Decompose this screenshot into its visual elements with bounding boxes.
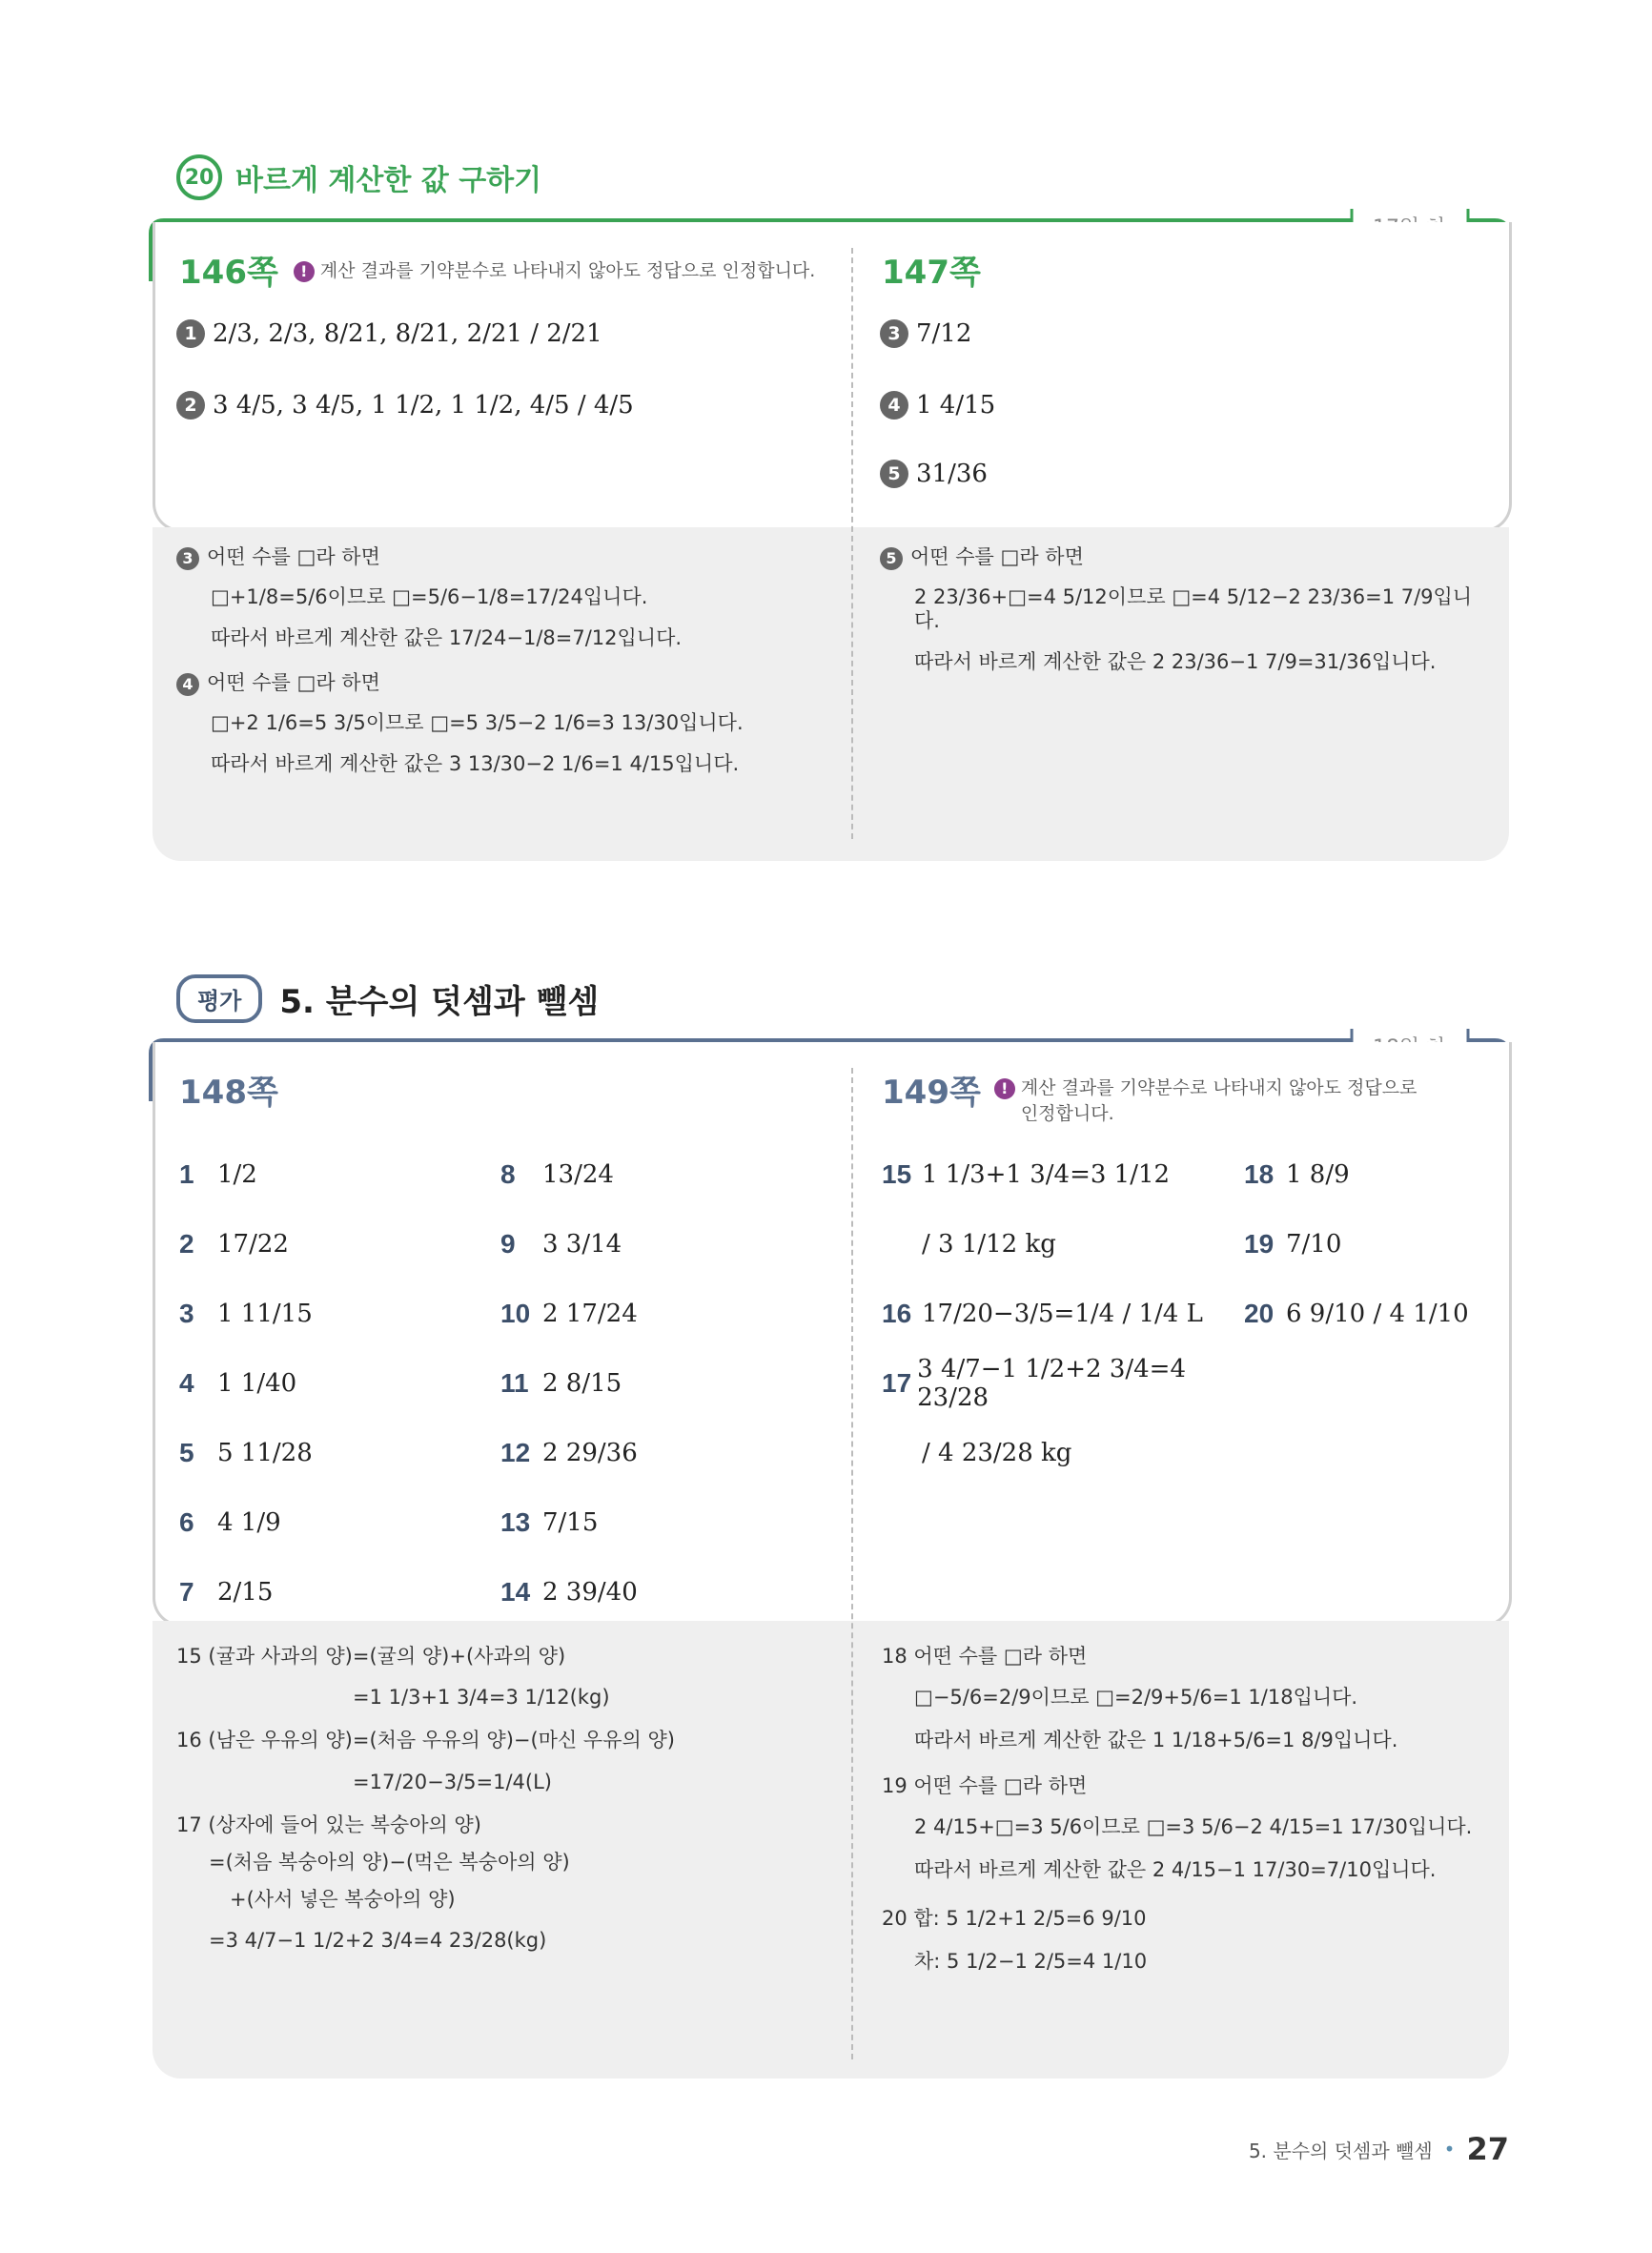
answer-1-text: 2/3, 2/3, 8/21, 8/21, 2/21 / 2/21	[213, 319, 602, 348]
warning-icon: !	[994, 1078, 1015, 1099]
explanation-3-head: 어떤 수를 □라 하면	[207, 545, 380, 568]
explanation-18-head: 18 어떤 수를 □라 하면	[882, 1645, 1088, 1668]
answer-3-text: 7/12	[916, 319, 972, 348]
answer-4-text: 1 4/15	[916, 391, 996, 420]
item-answer: / 3 1/12 kg	[922, 1229, 1056, 1259]
explanation-5-head: 어떤 수를 □라 하면	[910, 545, 1084, 568]
list-item	[882, 1348, 1225, 1418]
item-answer: 2 8/15	[542, 1368, 622, 1398]
item-answer: 1 1/3+1 3/4=3 1/12	[922, 1159, 1171, 1189]
explanation-3-line2: 따라서 바르게 계산한 값은 17/24−1/8=7/12입니다.	[211, 625, 683, 649]
note-line-2: 인정합니다.	[1020, 1103, 1114, 1124]
answer-1	[176, 319, 602, 348]
number-circle-small-5: 5	[880, 547, 903, 570]
item-answer: 1 8/9	[1286, 1159, 1350, 1189]
list-item	[500, 1557, 638, 1627]
item-number: 11	[500, 1367, 529, 1398]
list-item	[500, 1209, 638, 1279]
explanation-19-line2: 따라서 바르게 계산한 값은 2 4/15−1 17/30=7/10입니다.	[914, 1857, 1437, 1881]
explanation-4-head-row	[176, 671, 834, 696]
number-circle-5: 5	[880, 460, 908, 488]
item-answer: / 4 23/28 kg	[922, 1438, 1072, 1467]
item-answer: 2 29/36	[542, 1438, 638, 1467]
explanation-20-sum: 20 합: 5 1/2+1 2/5=6 9/10	[882, 1907, 1147, 1931]
number-circle-1: 1	[176, 319, 205, 348]
list-item	[500, 1139, 638, 1209]
item-answer: 17/22	[217, 1229, 289, 1259]
explanation-17-line2: +(사서 넣은 복숭아의 양)	[230, 1888, 456, 1912]
item-answer: 2 17/24	[542, 1299, 638, 1328]
item-number: 19	[1244, 1228, 1275, 1259]
page-148-header	[179, 1066, 278, 1113]
list-item	[500, 1348, 638, 1418]
item-answer: 1 1/40	[217, 1368, 297, 1398]
list-item	[882, 1139, 1225, 1209]
eval-pill: 평가	[176, 974, 262, 1023]
answer-2	[176, 391, 634, 420]
page-footer	[1249, 2131, 1509, 2167]
explanation-4-head: 어떤 수를 □라 하면	[207, 670, 380, 694]
item-answer: 5 11/28	[217, 1438, 313, 1467]
item-number: 13	[500, 1506, 531, 1537]
list-item	[179, 1418, 313, 1487]
item-number: 18	[1244, 1158, 1275, 1189]
answer-4	[880, 391, 995, 420]
column-divider-eval	[851, 1068, 853, 2059]
page-147-label: 147쪽	[882, 254, 981, 292]
answer-list-mid	[500, 1139, 638, 1627]
item-number: 5	[179, 1437, 194, 1467]
item-number: 9	[500, 1228, 516, 1259]
item-answer: 2/15	[217, 1577, 274, 1607]
page-149-label: 149쪽	[882, 1074, 981, 1112]
answer-2-text: 3 4/5, 3 4/5, 1 1/2, 1 1/2, 4/5 / 4/5	[213, 391, 634, 420]
item-number: 3	[179, 1298, 194, 1328]
list-item	[1244, 1279, 1469, 1348]
footer-page-number: 27	[1466, 2131, 1509, 2167]
list-item-continuation	[882, 1209, 1225, 1279]
page-147-header	[882, 246, 981, 293]
explanation-3	[176, 545, 834, 776]
item-answer: 1/2	[217, 1159, 257, 1189]
page-149-note	[994, 1074, 1417, 1125]
explanation-5-line1: 2 23/36+□=4 5/12이므로 □=4 5/12−2 23/36=1 7/9입니다.	[914, 584, 1473, 632]
list-item	[179, 1557, 313, 1627]
explanation-17-line1: =(처음 복숭아의 양)−(먹은 복숭아의 양)	[209, 1850, 570, 1874]
item-answer: 3 3/14	[542, 1229, 622, 1259]
list-item	[500, 1487, 638, 1557]
answer-list-left	[179, 1139, 313, 1627]
item-answer: 3 4/7−1 1/2+2 3/4=4 23/28	[917, 1354, 1186, 1412]
item-number: 2	[179, 1228, 194, 1259]
item-number: 12	[500, 1437, 531, 1467]
explanation-17-calc: =3 4/7−1 1/2+2 3/4=4 23/28(kg)	[209, 1929, 547, 1953]
number-circle-small-4: 4	[176, 673, 199, 696]
answer-list-right-a	[882, 1139, 1225, 1487]
item-answer: 17/20−3/5=1/4 / 1/4 L	[922, 1299, 1203, 1328]
item-number: 10	[500, 1298, 531, 1328]
page-146-note	[294, 256, 815, 282]
explanation-4-line1: □+2 1/6=5 3/5이므로 □=5 3/5−2 1/6=3 13/30입니다.	[211, 710, 744, 734]
number-circle-small-3: 3	[176, 547, 199, 570]
item-answer: 4 1/9	[217, 1507, 281, 1537]
explanation-5	[880, 545, 1490, 674]
note-line-1: 계산 결과를 기약분수로 나타내지 않아도 정답으로	[1020, 1077, 1417, 1098]
item-number: 15	[882, 1158, 912, 1189]
item-number: 16	[882, 1298, 912, 1328]
item-answer: 7/10	[1286, 1229, 1342, 1259]
list-item	[179, 1139, 313, 1209]
explanation-17-head: 17 (상자에 들어 있는 복숭아의 양)	[176, 1813, 481, 1836]
item-number: 8	[500, 1158, 516, 1189]
explanation-5-line2: 따라서 바르게 계산한 값은 2 23/36−1 7/9=31/36입니다.	[914, 649, 1437, 673]
list-item	[500, 1279, 638, 1348]
number-circle-4: 4	[880, 391, 908, 420]
list-item-continuation	[882, 1418, 1225, 1487]
note-text: 계산 결과를 기약분수로 나타내지 않아도 정답으로 인정합니다.	[319, 260, 816, 281]
answer-5-text: 31/36	[916, 460, 988, 488]
item-answer: 6 9/10 / 4 1/10	[1286, 1299, 1469, 1328]
explanation-18-line2: 따라서 바르게 계산한 값은 1 1/18+5/6=1 8/9입니다.	[914, 1729, 1398, 1752]
list-item	[179, 1348, 313, 1418]
page-148-label: 148쪽	[179, 1074, 278, 1112]
item-answer: 7/15	[542, 1507, 599, 1537]
list-item	[179, 1209, 313, 1279]
page-146-label: 146쪽	[179, 254, 278, 292]
item-answer: 1 11/15	[217, 1299, 313, 1328]
explanation-3-line1: □+1/8=5/6이므로 □=5/6−1/8=17/24입니다.	[211, 584, 648, 608]
eval-title	[176, 974, 599, 1023]
explanation-15-head: 15 (귤과 사과의 양)=(귤의 양)+(사과의 양)	[176, 1645, 566, 1668]
item-number: 7	[179, 1576, 194, 1607]
answer-3	[880, 319, 971, 348]
item-number: 6	[179, 1506, 194, 1537]
footer-bullet: •	[1443, 2138, 1456, 2161]
list-item	[1244, 1139, 1469, 1209]
explanation-4-line2: 따라서 바르게 계산한 값은 3 13/30−2 1/6=1 4/15입니다.	[211, 751, 740, 775]
item-number: 20	[1244, 1298, 1275, 1328]
item-answer: 2 39/40	[542, 1577, 638, 1607]
answer-list-right-b	[1244, 1139, 1469, 1348]
list-item	[179, 1487, 313, 1557]
explanation-16-calc: =17/20−3/5=1/4(L)	[353, 1770, 552, 1793]
item-answer: 13/24	[542, 1159, 614, 1189]
warning-icon: !	[294, 261, 315, 282]
page-149-header	[882, 1066, 1417, 1125]
list-item	[882, 1279, 1225, 1348]
item-number: 17	[882, 1367, 912, 1398]
section-number-badge: 20	[176, 154, 222, 200]
explanation-20-diff: 차: 5 1/2−1 2/5=4 1/10	[914, 1950, 1148, 1974]
list-item	[1244, 1209, 1469, 1279]
list-item	[179, 1279, 313, 1348]
explanation-16-head: 16 (남은 우유의 양)=(처음 우유의 양)−(마신 우유의 양)	[176, 1729, 675, 1752]
list-item	[500, 1418, 638, 1487]
item-number: 1	[179, 1158, 194, 1189]
item-number: 14	[500, 1576, 531, 1607]
eval-explanations-right	[882, 1645, 1492, 1975]
eval-title-text: 5. 분수의 덧셈과 뺄셈	[279, 983, 600, 1021]
explanation-15-calc: =1 1/3+1 3/4=3 1/12(kg)	[353, 1686, 610, 1710]
footer-chapter: 5. 분수의 덧셈과 뺄셈	[1248, 2139, 1433, 2162]
column-divider	[851, 248, 853, 839]
explanation-19-head: 19 어떤 수를 □라 하면	[882, 1773, 1088, 1797]
explanation-19-line1: 2 4/15+□=3 5/6이므로 □=3 5/6−2 4/15=1 17/30입니다.	[914, 1814, 1473, 1838]
answer-5	[880, 460, 988, 488]
number-circle-3: 3	[880, 319, 908, 348]
eval-explanations-left	[176, 1645, 834, 1954]
explanation-18-line1: □−5/6=2/9이므로 □=2/9+5/6=1 1/18입니다.	[914, 1686, 1358, 1710]
page-146-header	[179, 246, 815, 293]
item-number: 4	[179, 1367, 194, 1398]
number-circle-2: 2	[176, 391, 205, 420]
section-title-text: 바르게 계산한 값 구하기	[235, 164, 542, 197]
section-title	[176, 154, 541, 200]
